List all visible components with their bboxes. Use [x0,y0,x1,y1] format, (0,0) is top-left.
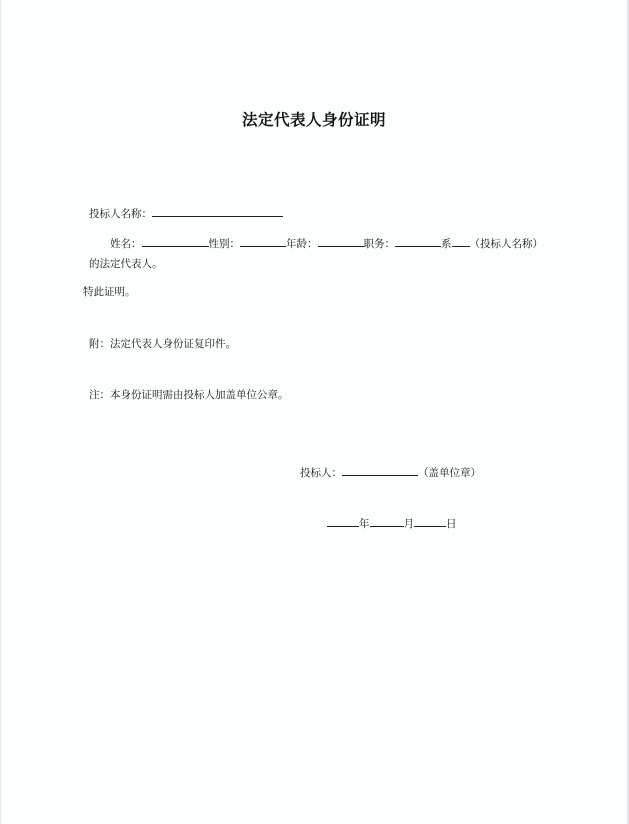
signature-blank [342,464,418,476]
bidder-name-paren: （投标人名称） [469,238,543,250]
document-title: 法定代表人身份证明 [241,110,386,129]
year-label: 年 [359,518,370,530]
month-label: 月 [403,518,414,530]
system-label: 系 [441,238,452,250]
age-label: 年龄： [286,238,318,250]
bidder-name-blank [152,205,283,217]
age-blank [318,235,364,247]
day-blank [414,515,446,527]
month-blank [370,515,404,527]
signature-label: 投标人： [300,467,342,479]
legal-representative-line: 的法定代表人。 [89,258,163,270]
position-blank [395,235,441,247]
gender-label: 性别： [208,238,240,250]
seal-note: 注：本身份证明需由投标人加盖单位公章。 [89,389,289,401]
position-label: 职务： [363,238,395,250]
year-blank [327,515,359,527]
bidder-name-label: 投标人名称： [89,208,152,220]
attachment-note: 附：法定代表人身份证复印件。 [89,338,236,350]
date-line [327,515,457,531]
seal-label: （盖单位章） [418,467,481,479]
day-label: 日 [446,518,457,530]
hereby-certify-line: 特此证明。 [83,286,136,298]
bidder-name-line [89,205,283,221]
name-blank [142,235,209,247]
signature-line [300,464,481,480]
representative-info-line [110,235,543,251]
name-label: 姓名： [110,238,142,250]
system-blank [452,235,470,247]
gender-blank [240,235,286,247]
